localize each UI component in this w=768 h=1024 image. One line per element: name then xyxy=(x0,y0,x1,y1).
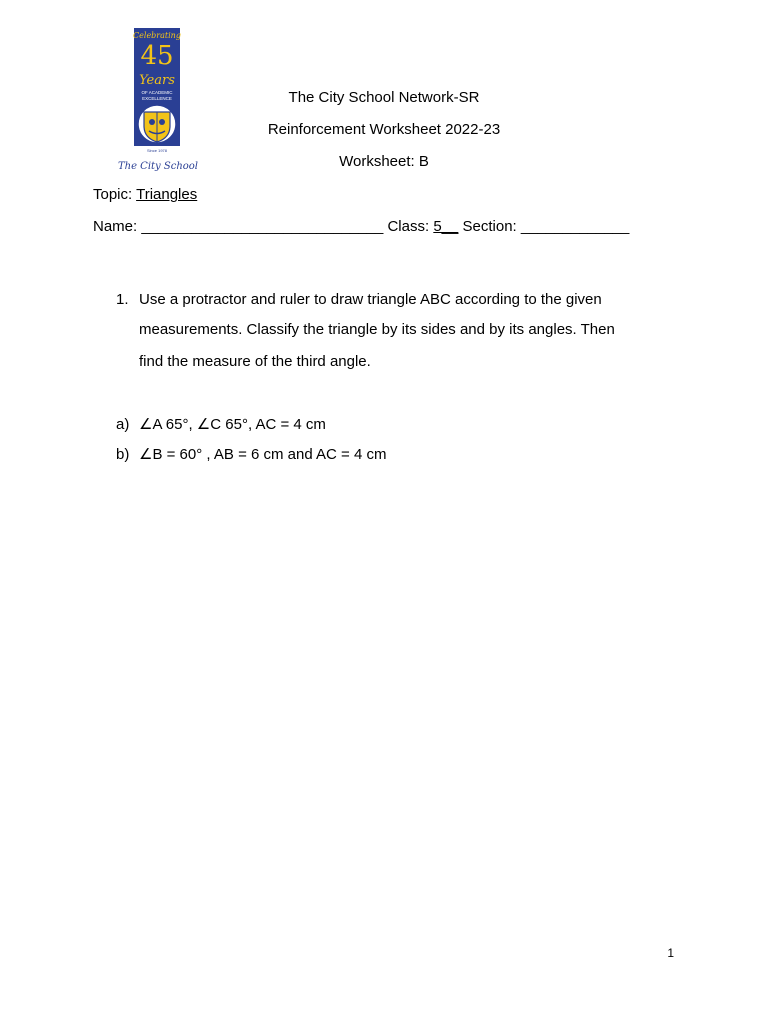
topic-value: Triangles xyxy=(136,186,198,203)
section-blank: _____________ xyxy=(520,218,630,235)
topic-label: Topic: xyxy=(93,186,137,203)
logo-since-text: Since 1978 xyxy=(146,148,168,153)
question-number: 1. xyxy=(116,291,129,308)
logo-crest-icon xyxy=(138,105,176,143)
logo-celebrating-text: Celebrating xyxy=(133,31,181,40)
logo-sub2-text: EXCELLENCE xyxy=(142,96,172,101)
logo-sub1-text: OF ACADEMIC xyxy=(141,90,173,95)
class-value: 5__ xyxy=(433,218,459,235)
student-info-line xyxy=(93,217,629,237)
part-b-text: ∠B = 60° , AB = 6 cm and AC = 4 cm xyxy=(139,446,387,463)
name-label: Name: xyxy=(93,218,142,235)
logo-number-text: 45 xyxy=(140,41,174,71)
part-a-text: ∠A 65°, ∠C 65°, AC = 4 cm xyxy=(139,416,326,433)
question-line-2: measurements. Classify the triangle by its sides and by its angles. Then xyxy=(139,321,615,338)
worksheet-title: Reinforcement Worksheet 2022-23 xyxy=(267,121,501,138)
part-b-label: b) xyxy=(116,446,130,463)
logo-years-text: Years xyxy=(139,73,175,88)
logo-school-text: The City School xyxy=(117,161,199,172)
question-line-1: Use a protractor and ruler to draw triangle ABC according to the given xyxy=(139,291,602,308)
class-label: Class: xyxy=(383,218,434,235)
section-label: Section: xyxy=(458,218,521,235)
question-line-3: find the measure of the third angle. xyxy=(139,353,371,370)
school-network-title: The City School Network-SR xyxy=(288,89,480,106)
part-a-label: a) xyxy=(116,416,130,433)
worksheet-label: Worksheet: B xyxy=(339,153,429,170)
topic-line xyxy=(93,185,197,205)
name-blank: _____________________________ xyxy=(141,218,384,235)
page-number: 1 xyxy=(667,946,674,960)
school-logo xyxy=(116,26,200,176)
